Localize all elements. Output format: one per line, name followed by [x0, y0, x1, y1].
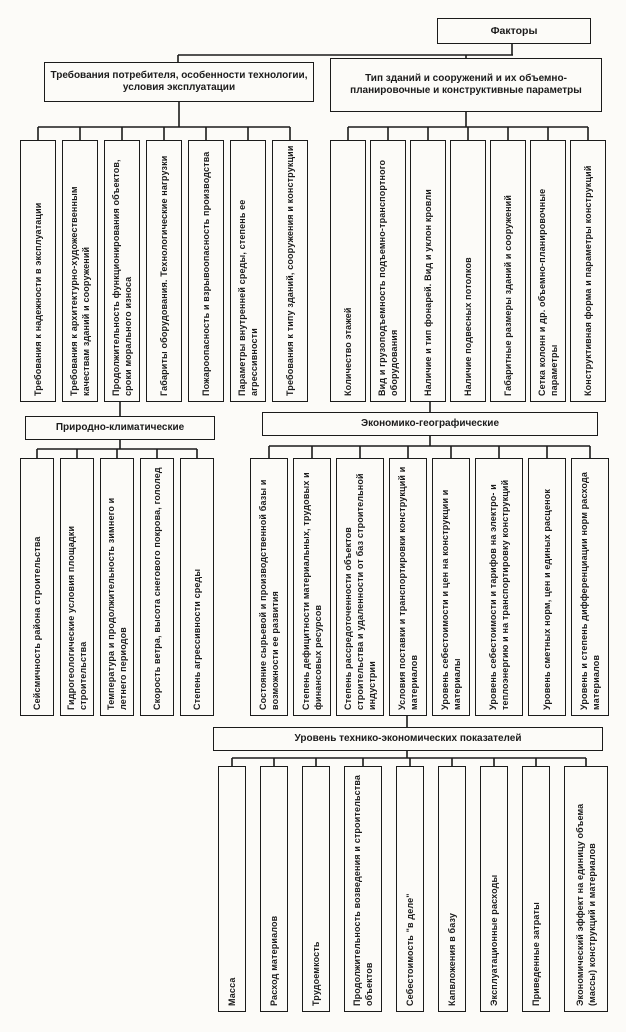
factor-box-g1-1 — [20, 140, 56, 402]
factor-box-g5-6 — [438, 766, 466, 1012]
factor-label: Трудоемкость — [311, 941, 321, 1006]
factor-box-g5-2 — [260, 766, 288, 1012]
factor-box-g2-4 — [450, 140, 486, 402]
factor-label: Приведенные затраты — [531, 902, 541, 1006]
factor-box-g3-2 — [60, 458, 94, 716]
factor-box-g4-2 — [293, 458, 331, 716]
factor-box-g4-8 — [571, 458, 609, 716]
factor-label: Требования к архитектурно-художественным качествам зданий и сооружений — [69, 186, 91, 396]
factor-box-g4-1 — [250, 458, 288, 716]
group-1-header: Требования потребителя, особенности технологии, условия эксплуатации — [44, 62, 314, 102]
factor-box-g2-2 — [370, 140, 406, 402]
factor-label: Продолжительность функционирования объектов, сроки морального износа — [111, 159, 133, 396]
connector-group-1 — [38, 102, 290, 140]
factor-label: Экономический эффект на единицу объема (массы) конструкций и материалов — [575, 803, 597, 1006]
factor-box-g1-7 — [272, 140, 308, 402]
factor-box-g5-4 — [344, 766, 382, 1012]
factor-label: Гидрогеологические условия площадки строительства — [66, 525, 88, 710]
factor-box-g2-3 — [410, 140, 446, 402]
factor-box-g1-4 — [146, 140, 182, 402]
factor-label: Требования к надежности в эксплуатации — [33, 202, 43, 396]
group-2-header: Тип зданий и сооружений и их объемно-планировочные и конструктивные параметры — [330, 58, 602, 112]
factor-box-g4-6 — [475, 458, 523, 716]
factor-box-g5-7 — [480, 766, 508, 1012]
group-4-header: Экономико-географические — [262, 412, 598, 436]
factor-box-g2-5 — [490, 140, 526, 402]
factor-label: Эксплуатационные расходы — [489, 874, 499, 1006]
factor-label: Уровень себестоимости и тарифов на электро- и теплоэнергию и на транспортировку конструкций — [488, 479, 510, 710]
factor-label: Расход материалов — [269, 915, 279, 1006]
factor-box-g4-4 — [389, 458, 427, 716]
factor-label: Наличие и тип фонарей. Вид и уклон кровли — [423, 189, 433, 396]
factor-label: Конструктивная форма и параметры конструкций — [583, 165, 593, 396]
factor-label: Степень агрессивности среды — [192, 568, 202, 710]
group-5-header: Уровень технико-экономических показателей — [213, 727, 603, 751]
factor-box-g4-5 — [432, 458, 470, 716]
factor-box-g5-8 — [522, 766, 550, 1012]
factor-box-g5-3 — [302, 766, 330, 1012]
factor-box-g3-4 — [140, 458, 174, 716]
factor-label: Степень дефицитности материальных, трудовых и финансовых ресурсов — [301, 472, 323, 710]
factor-label: Капвложения в базу — [447, 912, 457, 1006]
factor-box-g1-3 — [104, 140, 140, 402]
factor-box-g3-1 — [20, 458, 54, 716]
factor-label: Масса — [227, 977, 237, 1006]
factor-label: Габариты оборудования. Технологические нагрузки — [159, 155, 169, 396]
factor-label: Наличие подвесных потолков — [463, 257, 473, 396]
factor-label: Сейсмичность района строительства — [32, 536, 42, 710]
factor-label: Вид и грузоподъемность подъемно-транспортного оборудования — [377, 159, 399, 396]
factor-label: Сетка колонн и др. объемно-планировочные параметры — [537, 188, 559, 396]
factor-label: Уровень и степень дифференциации норм расхода материалов — [579, 472, 601, 710]
factor-label: Пожароопасность и взрывоопасность производства — [201, 151, 211, 396]
factor-label: Габаритные размеры зданий и сооружений — [503, 194, 513, 396]
root-factors-box: Факторы — [437, 18, 591, 44]
factor-box-g3-5 — [180, 458, 214, 716]
factor-box-g5-1 — [218, 766, 246, 1012]
factor-box-g2-7 — [570, 140, 606, 402]
factor-box-g4-7 — [528, 458, 566, 716]
factor-label: Скорость ветра, высота снегового покрова, гололед — [152, 467, 162, 710]
factor-label: Температура и продолжительность зимнего и летнего периодов — [106, 497, 128, 710]
factor-box-g1-6 — [230, 140, 266, 402]
factor-label: Количество этажей — [343, 307, 353, 396]
factor-box-g4-3 — [336, 458, 384, 716]
factor-label: Продолжительность возведения и строительства объектов — [352, 774, 374, 1006]
group-3-header: Природно-климатические — [25, 416, 215, 440]
factor-label: Состояние сырьевой и производственной базы и возможности ее развития — [258, 479, 280, 710]
factor-box-g5-9 — [564, 766, 608, 1012]
connector-group-2 — [348, 112, 588, 140]
factor-box-g5-5 — [396, 766, 424, 1012]
factor-label: Уровень сметных норм, цен и единых расценок — [542, 488, 552, 710]
factor-label: Требования к типу зданий, сооружения и конструкции — [285, 145, 295, 396]
factor-box-g2-1 — [330, 140, 366, 402]
factor-box-g1-5 — [188, 140, 224, 402]
factor-box-g3-3 — [100, 458, 134, 716]
factor-label: Степень рассредоточенности объектов строительства и удаленности от баз строительной индустрии — [343, 473, 377, 710]
factor-label: Себестоимость "в деле" — [405, 893, 415, 1006]
factor-box-g1-2 — [62, 140, 98, 402]
factor-label: Уровень себестоимости и цен на конструкции и материалы — [440, 489, 462, 710]
factor-box-g2-6 — [530, 140, 566, 402]
factor-label: Условия поставки и транспортировки конструкций и материалов — [397, 466, 419, 710]
factor-label: Параметры внутренней среды, степень ее агрессивности — [237, 199, 259, 396]
